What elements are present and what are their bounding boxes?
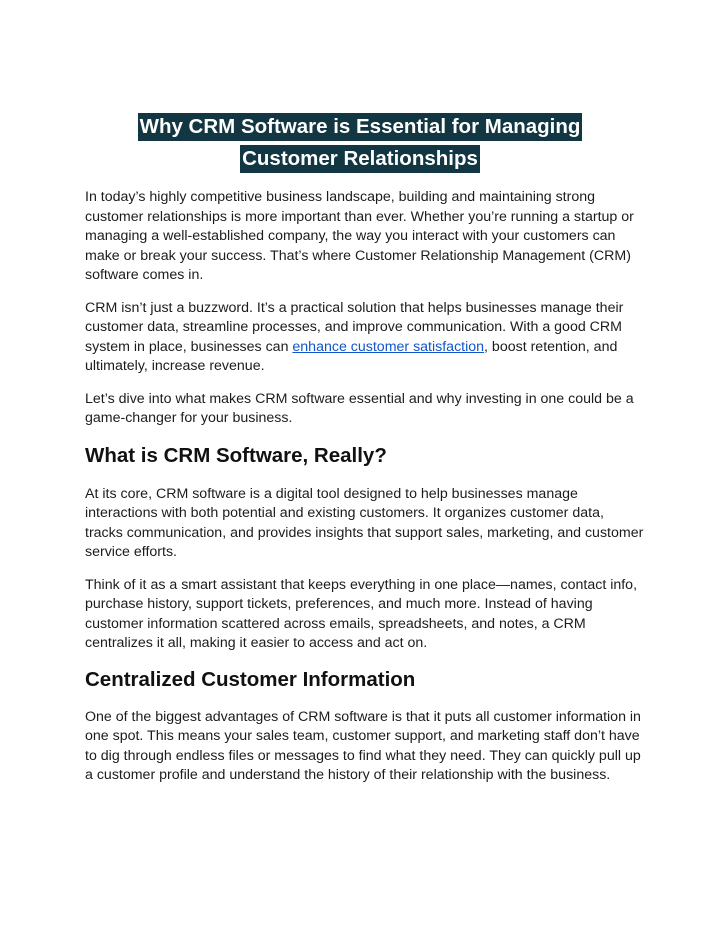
- intro-paragraph-2-end: , boost retention, and ultimately, increase revenue.: [85, 338, 618, 374]
- intro-paragraph-3: Let’s dive into what makes CRM software essential and why investing in one could be a game-changer for your business.: [85, 390, 634, 426]
- title-line-1: Why CRM Software is Essential for Managing: [138, 113, 583, 141]
- section1-paragraph-1: At its core, CRM software is a digital tool designed to help businesses manage interactions with both potential and existing customers. It organizes customer data, tracks communication, and provides insights that support sales, marketing, and customer service efforts.: [85, 485, 644, 560]
- intro-paragraph-2-start: CRM isn’t just a buzzword. It’s a practical solution that helps businesses manage their customer data, streamline processes, and improve communication. With a good CRM system in place, businesses can: [85, 299, 624, 355]
- section-heading-what-is-crm: What is CRM Software, Really?: [85, 443, 387, 467]
- section2-paragraph-1: One of the biggest advantages of CRM software is that it puts all customer information in one spot. This means your sales team, customer support, and marketing staff don’t have to dig through endless files or messages to find what they need. They can quickly pull up a customer profile and understand the history of their relationship with the business.: [85, 708, 641, 783]
- enhance-customer-satisfaction-link[interactable]: enhance customer satisfaction: [292, 338, 485, 355]
- title-line-2: Customer Relationships: [240, 145, 480, 173]
- document-body: [85, 188, 645, 786]
- section1-paragraph-2: Think of it as a smart assistant that keeps everything in one place—names, contact info, purchase history, support tickets, preferences, and much more. Instead of having customer information scattered across emails, spreadsheets, and notes, a CRM centralizes it all, making it easier to access and act on.: [85, 576, 638, 651]
- section-heading-centralized-info: Centralized Customer Information: [85, 667, 416, 691]
- intro-paragraph-2: [85, 299, 645, 377]
- intro-paragraph-1: In today’s highly competitive business landscape, building and maintaining strong customer relationships is more important than ever. Whether you’re running a startup or managing a well-established company, the way you interact with your customers can make or break your success. That’s where Customer Relationship Management (CRM) software comes in.: [85, 189, 634, 283]
- document-title: [60, 113, 660, 177]
